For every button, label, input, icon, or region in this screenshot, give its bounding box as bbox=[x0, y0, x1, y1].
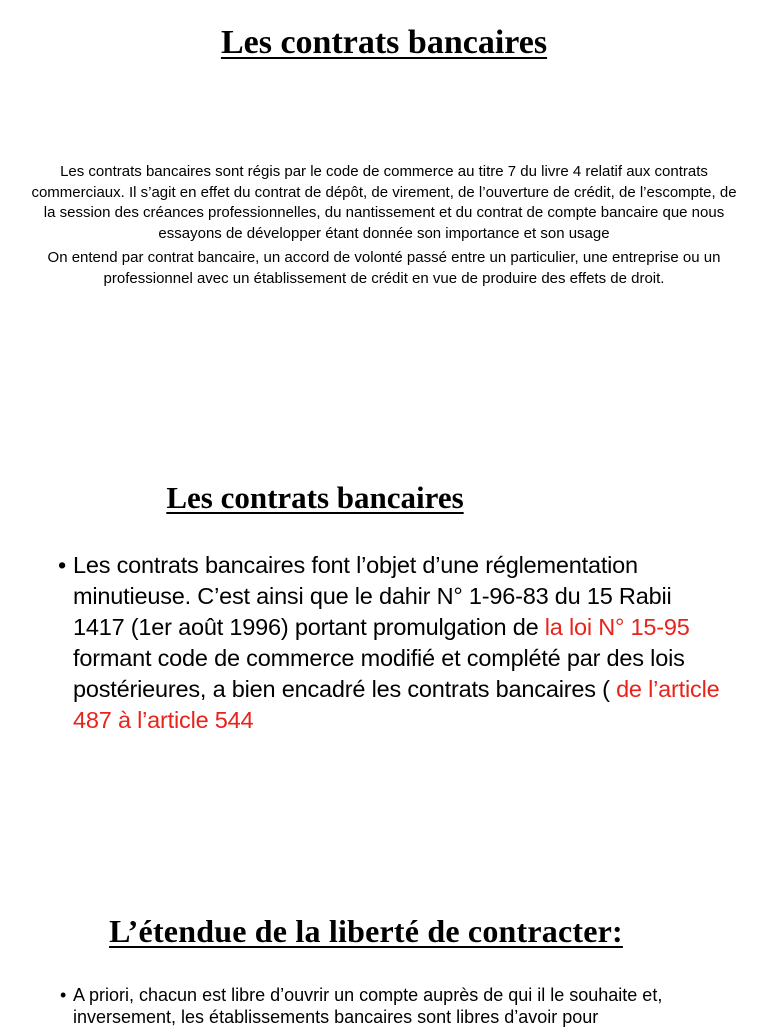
slide2-title: Les contrats bancaires bbox=[166, 480, 464, 515]
slide2-bullet-item bbox=[58, 550, 728, 736]
slide1-title: Les contrats bancaires bbox=[220, 24, 548, 61]
article-range-reference: de l’article 487 à l’article 544 bbox=[73, 676, 720, 733]
bullet-icon: • bbox=[58, 552, 67, 578]
slide2-bullet-list bbox=[58, 550, 728, 736]
bullet-text-part-2: formant code de commerce modifié et complété par des lois postérieures, a bien encadré les contrats bancaires ( bbox=[73, 645, 685, 702]
slide1-paragraph-1: Les contrats bancaires sont régis par le code de commerce au titre 7 du livre 4 relatif aux contrats commerciaux. Il s’agit en effet du contrat de dépôt, de virement, de l’ouverture de crédit, de l’escompte, de la session des créances professionnelles, du nantissement et du contrat de compte bancaire que nous essayons de développer étant donnée son importance et son usage bbox=[31, 163, 737, 242]
slide3-bullet-list bbox=[60, 984, 730, 1028]
slide3-bullet-item bbox=[60, 984, 730, 1028]
bullet-text-part-1: Les contrats bancaires font l’objet d’une réglementation minutieuse. C’est ainsi que le dahir N° 1-96-83 du 15 Rabii 1417 (1er août 1996) portant promulgation de bbox=[73, 552, 672, 640]
slide3-title: L’étendue de la liberté de contracter: bbox=[109, 913, 623, 949]
law-reference: la loi N° 15-95 bbox=[544, 614, 690, 640]
slide3-bullet-text: A priori, chacun est libre d’ouvrir un compte auprès de qui il le souhaite et, inversement, les établissements bancaires sont libres d’avoir pour bbox=[73, 985, 663, 1027]
slide2-bullet-text bbox=[73, 550, 728, 736]
bullet-icon: • bbox=[60, 985, 67, 1005]
slide1-body bbox=[28, 162, 740, 293]
slide1-paragraph-2: On entend par contrat bancaire, un accord de volonté passé entre un particulier, une entreprise ou un professionnel avec un établissement de crédit en vue de produire des effets de droit. bbox=[47, 249, 721, 287]
